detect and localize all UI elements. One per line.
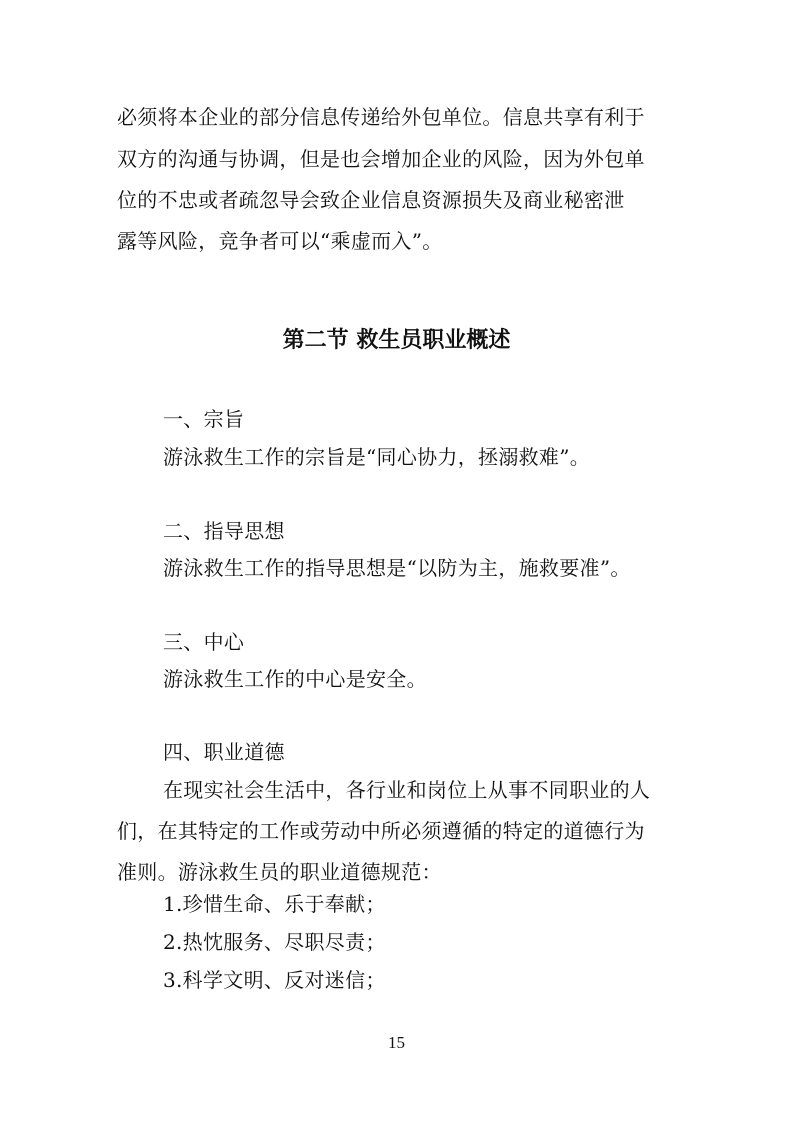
intro-line: 双方的沟通与协调，但是也会增加企业的风险，因为外包单: [117, 147, 645, 171]
ethics-norm-item: 2.热忱服务、尽职尽责；: [163, 930, 386, 954]
page-number: 15: [388, 1033, 405, 1052]
item-text: 游泳救生工作的中心是安全。: [163, 667, 427, 691]
item-text: 游泳救生工作的宗旨是“同心协力，拯溺救难”。: [163, 445, 591, 469]
item-heading: 一、宗旨: [163, 407, 245, 431]
ethics-heading: 四、职业道德: [163, 740, 285, 764]
ethics-paragraph-line: 准则。游泳救生员的职业道德规范：: [117, 860, 442, 884]
item-text: 游泳救生工作的指导思想是“以防为主，施救要准”。: [163, 556, 631, 580]
intro-line: 露等风险，竞争者可以“乘虚而入”。: [117, 229, 443, 253]
item-heading: 三、中心: [163, 630, 245, 654]
ethics-paragraph-line: 在现实社会生活中，各行业和岗位上从事不同职业的人: [163, 778, 651, 802]
ethics-norm-item: 3.科学文明、反对迷信；: [163, 968, 386, 992]
ethics-norm-item: 1.珍惜生命、乐于奉献；: [163, 892, 386, 916]
intro-line: 位的不忠或者疏忽导会致企业信息资源损失及商业秘密泄: [117, 188, 625, 212]
ethics-paragraph-line: 们，在其特定的工作或劳动中所必须遵循的特定的道德行为: [117, 819, 645, 843]
item-heading: 二、指导思想: [163, 519, 285, 543]
section-title: 第二节 救生员职业概述: [282, 328, 511, 353]
intro-line: 必须将本企业的部分信息传递给外包单位。信息共享有利于: [117, 105, 645, 129]
